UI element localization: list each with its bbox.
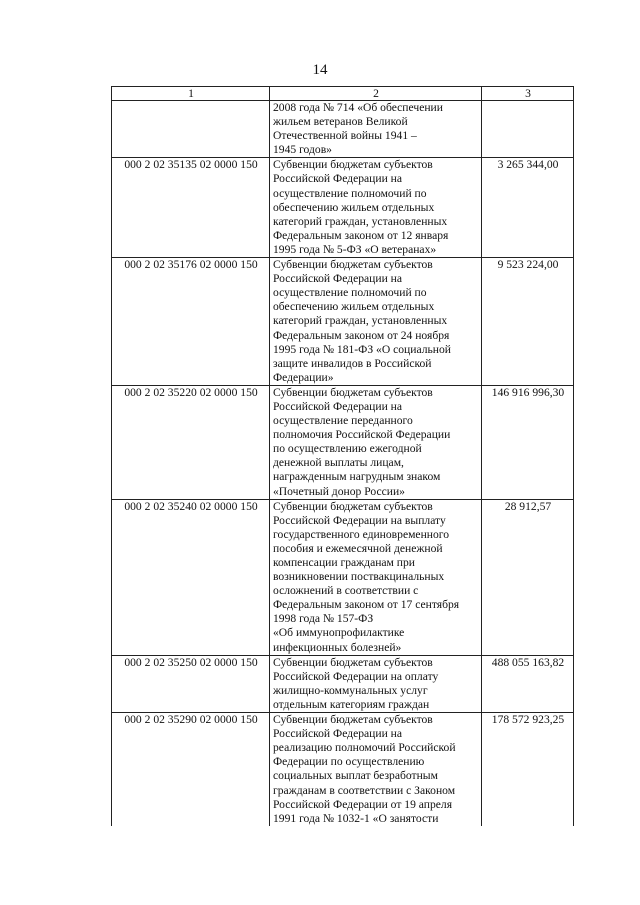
income-description bbox=[270, 655, 482, 712]
budget-code: 000 2 02 35250 02 0000 150 bbox=[112, 655, 270, 712]
description-line: реализацию полномочий Российской bbox=[273, 741, 456, 755]
budget-code: 000 2 02 35240 02 0000 150 bbox=[112, 499, 270, 655]
description-line: награжденным нагрудным знаком bbox=[273, 470, 441, 484]
description-line: Субвенции бюджетам субъектов bbox=[273, 655, 433, 669]
description-line: Субвенции бюджетам субъектов bbox=[273, 385, 433, 399]
description-line: 1995 года № 5-ФЗ «О ветеранах» bbox=[273, 242, 437, 256]
description-line: категорий граждан, установленных bbox=[273, 214, 448, 228]
amount-value: 488 055 163,82 bbox=[482, 655, 574, 712]
amount-value: 3 265 344,00 bbox=[482, 158, 574, 258]
description-line: «Почетный донор России» bbox=[273, 484, 405, 498]
table-header-row bbox=[112, 87, 574, 101]
column-header-2: 2 bbox=[270, 87, 482, 101]
description-line: Российской Федерации на bbox=[273, 172, 403, 186]
budget-code bbox=[112, 101, 270, 158]
column-header-1: 1 bbox=[112, 87, 270, 101]
description-line: осуществление переданного bbox=[273, 414, 413, 428]
description-line: Федеральным законом от 24 ноября bbox=[273, 328, 450, 342]
income-description bbox=[270, 101, 482, 158]
description-line: Субвенции бюджетам субъектов bbox=[273, 158, 433, 172]
description-line: полномочия Российской Федерации bbox=[273, 428, 451, 442]
description-line: Российской Федерации на bbox=[273, 272, 403, 286]
description-line: жильем ветеранов Великой bbox=[273, 115, 408, 129]
table-row bbox=[112, 258, 574, 386]
budget-code: 000 2 02 35290 02 0000 150 bbox=[112, 713, 270, 826]
description-line: Российской Федерации на bbox=[273, 727, 403, 741]
description-line: Федеральным законом от 17 сентября bbox=[273, 598, 460, 612]
table-row bbox=[112, 499, 574, 655]
description-line: осуществление полномочий по bbox=[273, 186, 427, 200]
description-line: государственного единовременного bbox=[273, 527, 450, 541]
budget-table bbox=[111, 86, 574, 826]
description-line: отдельным категориям граждан bbox=[273, 697, 430, 711]
description-line: 1995 года № 181-ФЗ «О социальной bbox=[273, 342, 451, 356]
description-line: возникновении поствакцинальных bbox=[273, 570, 445, 584]
description-line: по осуществлению ежегодной bbox=[273, 442, 422, 456]
description-line: Российской Федерации на оплату bbox=[273, 669, 439, 683]
income-description bbox=[270, 499, 482, 655]
description-line: 2008 года № 714 «Об обеспечении bbox=[273, 101, 443, 114]
description-line: осуществление полномочий по bbox=[273, 286, 427, 300]
description-line: инфекционных болезней» bbox=[273, 640, 402, 654]
description-line: Федерации по осуществлению bbox=[273, 755, 425, 769]
description-line: «Об иммунопрофилактике bbox=[273, 626, 405, 640]
description-line: Российской Федерации на выплату bbox=[273, 513, 446, 527]
table-row bbox=[112, 713, 574, 826]
budget-code: 000 2 02 35176 02 0000 150 bbox=[112, 258, 270, 386]
description-line: 1945 годов» bbox=[273, 143, 332, 157]
budget-code: 000 2 02 35220 02 0000 150 bbox=[112, 385, 270, 499]
description-line: Российской Федерации на bbox=[273, 399, 403, 413]
description-line: 1998 года № 157-ФЗ bbox=[273, 612, 374, 626]
description-line: 1991 года № 1032-1 «О занятости bbox=[273, 811, 439, 825]
amount-value: 28 912,57 bbox=[482, 499, 574, 655]
description-line: обеспечению жильем отдельных bbox=[273, 300, 435, 314]
description-line: пособия и ежемесячной денежной bbox=[273, 541, 443, 555]
income-description bbox=[270, 258, 482, 386]
table-row bbox=[112, 158, 574, 258]
description-line: защите инвалидов в Российской bbox=[273, 356, 432, 370]
income-description bbox=[270, 713, 482, 826]
description-line: Отечественной войны 1941 – bbox=[273, 129, 417, 143]
amount-value: 146 916 996,30 bbox=[482, 385, 574, 499]
description-line: осложнений в соответствии с bbox=[273, 584, 419, 598]
description-line: Федеральным законом от 12 января bbox=[273, 228, 449, 242]
amount-value bbox=[482, 101, 574, 158]
column-header-3: 3 bbox=[482, 87, 574, 101]
description-line: Российской Федерации от 19 апреля bbox=[273, 797, 453, 811]
table-row bbox=[112, 101, 574, 158]
table-body bbox=[112, 101, 574, 826]
amount-value: 9 523 224,00 bbox=[482, 258, 574, 386]
description-line: денежной выплаты лицам, bbox=[273, 456, 404, 470]
description-line: Федерации» bbox=[273, 370, 334, 384]
table-row bbox=[112, 655, 574, 712]
table-row bbox=[112, 385, 574, 499]
description-line: социальных выплат безработным bbox=[273, 769, 438, 783]
description-line: обеспечению жильем отдельных bbox=[273, 200, 435, 214]
income-description bbox=[270, 158, 482, 258]
description-line: жилищно-коммунальных услуг bbox=[273, 683, 428, 697]
income-description bbox=[270, 385, 482, 499]
amount-value: 178 572 923,25 bbox=[482, 713, 574, 826]
budget-code: 000 2 02 35135 02 0000 150 bbox=[112, 158, 270, 258]
description-line: гражданам в соответствии с Законом bbox=[273, 783, 456, 797]
description-line: категорий граждан, установленных bbox=[273, 314, 448, 328]
description-line: Субвенции бюджетам субъектов bbox=[273, 713, 433, 727]
description-line: Субвенции бюджетам субъектов bbox=[273, 499, 433, 513]
description-line: Субвенции бюджетам субъектов bbox=[273, 258, 433, 272]
description-line: компенсации гражданам при bbox=[273, 556, 416, 569]
page-number: 14 bbox=[312, 62, 328, 78]
